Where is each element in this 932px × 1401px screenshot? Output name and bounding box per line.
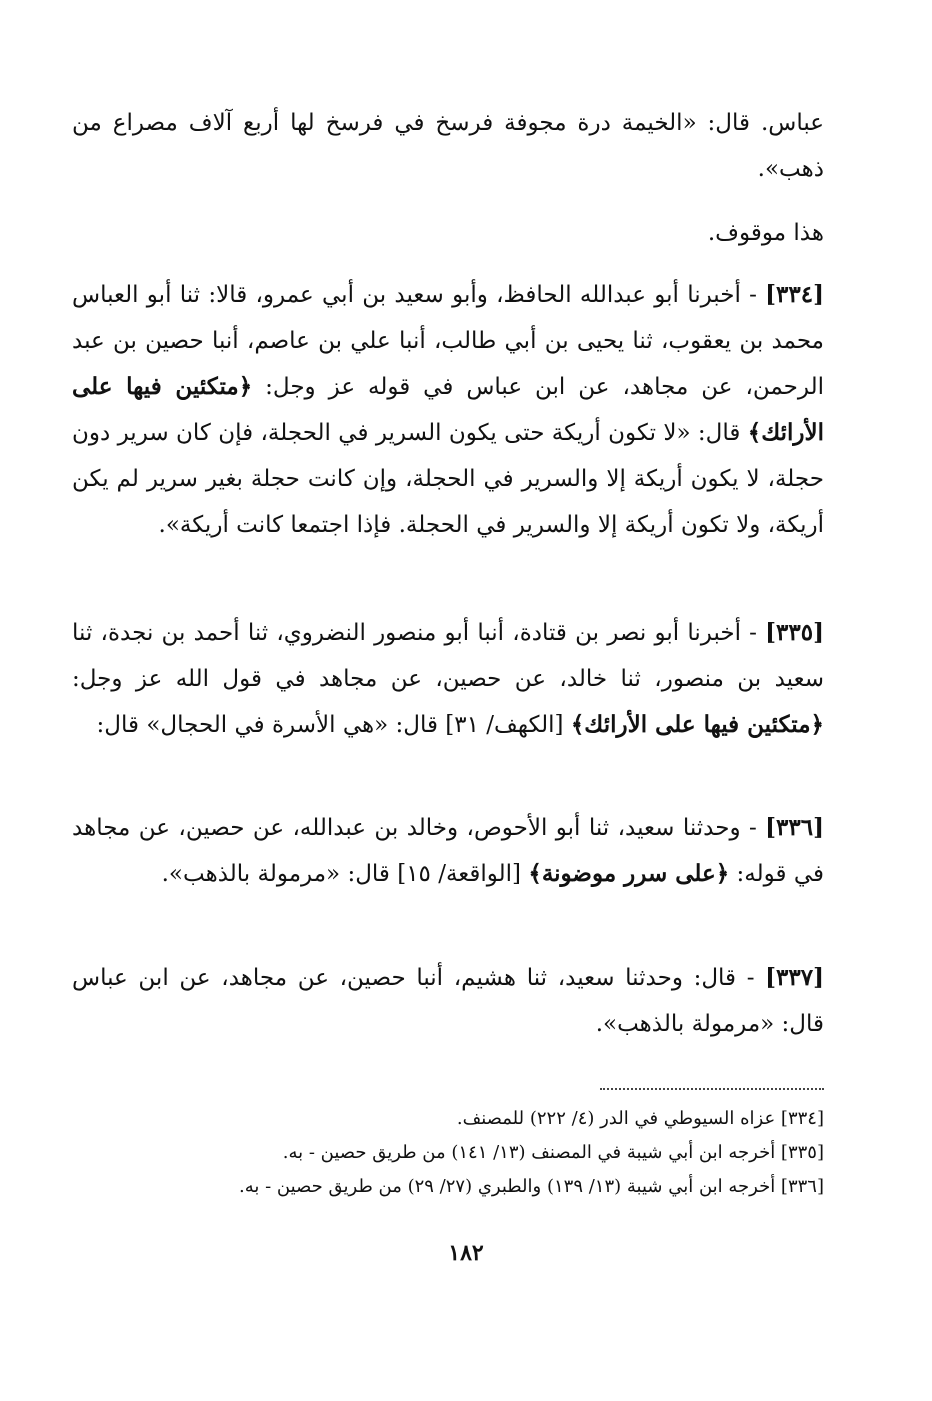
hadith-number: [٣٣٤] — [765, 281, 824, 308]
hadith-text: [الواقعة/ ١٥] قال: «مرمولة بالذهب». — [161, 861, 529, 887]
hadith-text: [الكهف/ ٣١] قال: «هي الأسرة في الحجال» قال: — [96, 712, 571, 738]
hadith-335 — [72, 610, 864, 748]
intro-text: عباس. قال: «الخيمة درة مجوفة فرسخ في فرسخ لها أربع آلاف مصراع من ذهب». — [72, 110, 824, 182]
hadith-number: [٣٣٦] — [765, 814, 824, 841]
hadith-text: قال: «لا تكون أريكة حتى يكون السرير في الحجلة، فإن كان سرير دون حجلة، لا يكون أريكة إلا والسرير في الحجلة، وإن كانت حجلة بغير سرير لم يكن أريكة، ولا تكون أريكة إلا والسرير في الحجلة. فإذا اجتمعا كانت أريكة». — [72, 420, 824, 538]
hadith-334 — [72, 272, 864, 548]
hadith-text: - وحدثنا سعيد، ثنا أبو الأحوص، وخالد بن عبدالله، عن حصين، عن مجاهد في قوله: — [72, 815, 824, 887]
page-number: ١٨٢ — [448, 1240, 484, 1266]
quran-quote: ﴿على سرر موضونة﴾ — [528, 860, 730, 887]
quran-quote: ﴿متكئين فيها على الأرائك﴾ — [570, 711, 824, 738]
hadith-number: [٣٣٧] — [765, 964, 824, 991]
hadith-text: - أخبرنا أبو عبدالله الحافظ، وأبو سعيد بن أبي عمرو، قالا: ثنا أبو العباس محمد بن يعقوب، ثنا يحيى بن أبي طالب، أنبا علي بن عاصم، أنبا حصين بن عبد الرحمن، عن مجاهد، عن ابن عباس في قوله عز وجل: — [72, 282, 824, 400]
hadith-337 — [72, 955, 864, 1047]
paragraph-mawquf-note — [72, 210, 864, 256]
hadith-number: [٣٣٥] — [765, 619, 824, 646]
footnote-336: [٣٣٦] أخرجه ابن أبي شيبة (١٣/ ١٣٩) والطبري (٢٧/ ٢٩) من طريق حصين - به. — [239, 1176, 824, 1197]
footnote-335: [٣٣٥] أخرجه ابن أبي شيبة في المصنف (١٣/ ١٤١) من طريق حصين - به. — [282, 1142, 824, 1163]
footnotes — [72, 1102, 824, 1204]
footnote-separator — [600, 1088, 824, 1090]
paragraph-intro-continuation — [72, 100, 824, 192]
hadith-text: - أخبرنا أبو نصر بن قتادة، أنبا أبو منصور النضروي، ثنا أحمد بن نجدة، ثنا سعيد بن منصور، ثنا خالد، عن حصين، عن مجاهد في قول الله عز وجل: — [72, 620, 824, 692]
hadith-text: - قال: وحدثنا سعيد، ثنا هشيم، أنبا حصين، عن مجاهد، عن ابن عباس قال: «مرمولة بالذهب». — [72, 965, 824, 1037]
hadith-336 — [72, 805, 864, 897]
footnote-334: [٣٣٤] عزاه السيوطي في الدر (٤/ ٢٢٢) للمصنف. — [456, 1108, 824, 1129]
quran-quote: ﴿متكئين فيها على الأرائك﴾ — [72, 373, 824, 446]
mawquf-text: هذا موقوف. — [707, 220, 824, 246]
